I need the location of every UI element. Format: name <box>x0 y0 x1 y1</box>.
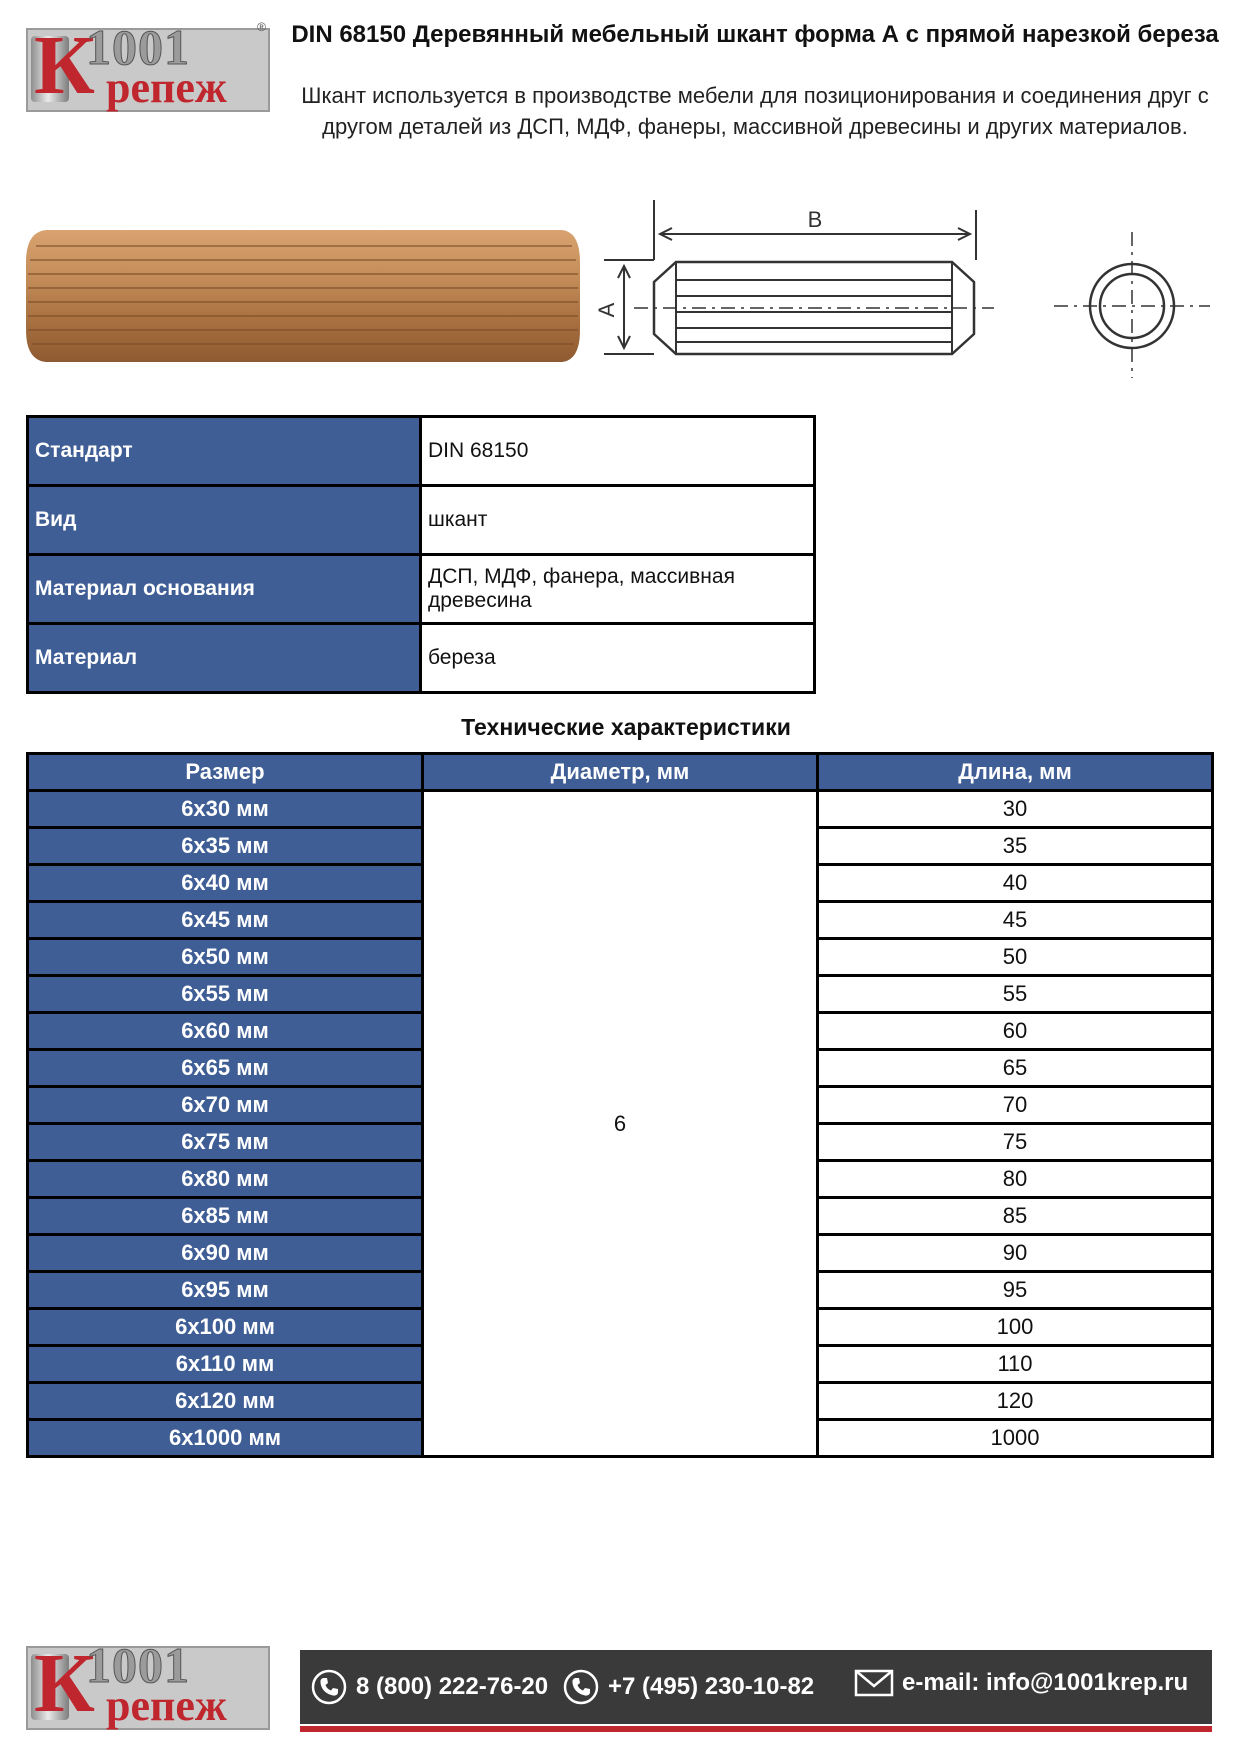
info-value: ДСП, МДФ, фанера, массивная древесина <box>421 555 815 624</box>
dimension-label-b: B <box>807 207 823 232</box>
length-cell: 60 <box>818 1013 1213 1050</box>
info-key: Материал <box>28 624 421 693</box>
contact-email[interactable] <box>854 1668 1188 1698</box>
length-cell: 110 <box>818 1346 1213 1383</box>
footer-accent-line <box>300 1726 1212 1732</box>
size-cell: 6x70 мм <box>28 1087 423 1124</box>
length-cell: 30 <box>818 791 1213 828</box>
length-cell: 50 <box>818 939 1213 976</box>
email-text: e-mail: info@1001krep.ru <box>902 1669 1189 1696</box>
logo-word: репеж <box>106 1681 227 1730</box>
size-cell: 6x120 мм <box>28 1383 423 1420</box>
size-cell: 6x110 мм <box>28 1346 423 1383</box>
logo-letter: К <box>34 1637 95 1730</box>
size-cell: 6x85 мм <box>28 1198 423 1235</box>
length-cell: 80 <box>818 1161 1213 1198</box>
info-key: Стандарт <box>28 417 421 486</box>
info-row <box>28 486 815 555</box>
size-cell: 6x30 мм <box>28 791 423 828</box>
size-cell: 6x95 мм <box>28 1272 423 1309</box>
size-cell: 6x50 мм <box>28 939 423 976</box>
length-cell: 75 <box>818 1124 1213 1161</box>
brand-logo <box>26 19 266 114</box>
length-cell: 120 <box>818 1383 1213 1420</box>
length-cell: 1000 <box>818 1420 1213 1457</box>
header-length: Длина, мм <box>818 754 1213 791</box>
table-row <box>28 791 1213 828</box>
logo-number: 1001 <box>86 1637 190 1693</box>
length-cell: 55 <box>818 976 1213 1013</box>
info-value: береза <box>421 624 815 693</box>
specs-title: Технические характеристики <box>461 714 791 740</box>
contact-phone-1[interactable] <box>310 1668 548 1706</box>
info-row <box>28 555 815 624</box>
size-cell: 6x60 мм <box>28 1013 423 1050</box>
length-cell: 40 <box>818 865 1213 902</box>
phone-1-text: 8 (800) 222-76-20 <box>356 1673 549 1700</box>
header-size: Размер <box>28 754 423 791</box>
contact-phone-2[interactable] <box>562 1668 814 1706</box>
specs-table <box>26 752 1214 1458</box>
envelope-icon <box>854 1668 894 1698</box>
length-cell: 70 <box>818 1087 1213 1124</box>
length-cell: 35 <box>818 828 1213 865</box>
size-cell: 6x75 мм <box>28 1124 423 1161</box>
product-description: Шкант используется в производстве мебели для позиционирования и соединения друг с другом деталей из ДСП, МДФ, фанеры, массивной древесины и других материалов. <box>301 83 1209 139</box>
footer-contact-bar <box>300 1650 1212 1724</box>
size-cell: 6x90 мм <box>28 1235 423 1272</box>
phone-2-text: +7 (495) 230-10-82 <box>608 1673 815 1700</box>
diameter-cell: 6 <box>423 791 818 1457</box>
info-row <box>28 624 815 693</box>
logo-letter: К <box>34 19 95 112</box>
specs-header-row <box>28 754 1213 791</box>
dowel-drawing-end <box>1050 228 1210 378</box>
registered-mark: ® <box>257 20 266 34</box>
dimension-label-a: A <box>594 302 619 318</box>
length-cell: 65 <box>818 1050 1213 1087</box>
info-row <box>28 417 815 486</box>
dowel-photo <box>24 222 584 370</box>
size-cell: 6x45 мм <box>28 902 423 939</box>
size-cell: 6x35 мм <box>28 828 423 865</box>
info-value: DIN 68150 <box>421 417 815 486</box>
size-cell: 6x100 мм <box>28 1309 423 1346</box>
page-title: DIN 68150 Деревянный мебельный шкант форма А с прямой нарезкой береза <box>291 21 1219 48</box>
phone-icon <box>562 1668 600 1706</box>
header-diameter: Диаметр, мм <box>423 754 818 791</box>
logo-number: 1001 <box>86 19 190 75</box>
size-cell: 6x65 мм <box>28 1050 423 1087</box>
logo-word: репеж <box>106 63 227 112</box>
size-cell: 6x40 мм <box>28 865 423 902</box>
info-value: шкант <box>421 486 815 555</box>
info-table <box>26 415 816 694</box>
size-cell: 6x55 мм <box>28 976 423 1013</box>
length-cell: 95 <box>818 1272 1213 1309</box>
info-key: Вид <box>28 486 421 555</box>
info-key: Материал основания <box>28 555 421 624</box>
size-cell: 6x80 мм <box>28 1161 423 1198</box>
footer-logo <box>26 1637 266 1732</box>
size-cell: 6x1000 мм <box>28 1420 423 1457</box>
length-cell: 45 <box>818 902 1213 939</box>
dowel-drawing-side <box>594 200 1014 380</box>
phone-icon <box>310 1668 348 1706</box>
length-cell: 85 <box>818 1198 1213 1235</box>
length-cell: 90 <box>818 1235 1213 1272</box>
length-cell: 100 <box>818 1309 1213 1346</box>
